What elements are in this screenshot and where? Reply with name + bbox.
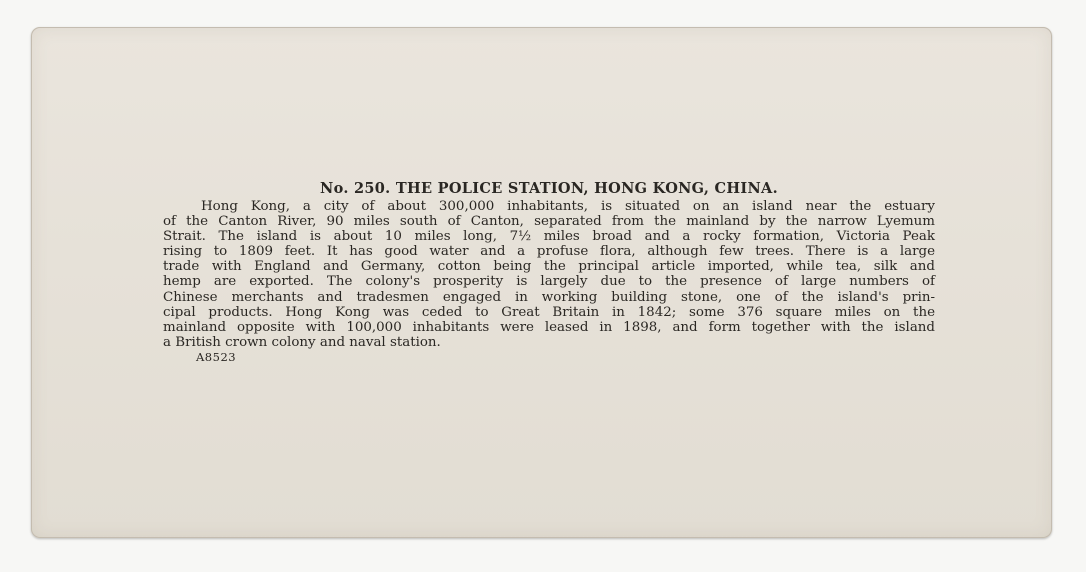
description-line-9: mainland opposite with 100,000 inhabitants were leased in 1898, and form together with the island [163, 319, 935, 335]
description-line-7: Chinese merchants and tradesmen engaged in working building stone, one of the island's prin- [163, 289, 935, 305]
description-line-2: of the Canton River, 90 miles south of Canton, separated from the mainland by the narrow Lyemum [163, 214, 935, 230]
stereoview-card-back [31, 27, 1052, 538]
description-line-10: a British crown colony and naval station. [163, 334, 441, 350]
description-line-8: cipal products. Hong Kong was ceded to Great Britain in 1842; some 376 square miles on the [163, 304, 935, 320]
card-title: No. 250. THE POLICE STATION, HONG KONG, CHINA. [320, 180, 778, 197]
description-line-5: trade with England and Germany, cotton being the principal article imported, while tea, silk and [163, 259, 935, 275]
catalog-code: A8523 [196, 349, 237, 364]
description-line-3: Strait. The island is about 10 miles long, 7½ miles broad and a rocky formation, Victoria Peak [163, 229, 935, 245]
description-line-4: rising to 1809 feet. It has good water and a profuse flora, although few trees. There is a large [163, 244, 935, 260]
description-block [163, 180, 935, 365]
description-line-6: hemp are exported. The colony's prosperity is largely due to the presence of large numbers of [163, 274, 935, 290]
description-line-1: Hong Kong, a city of about 300,000 inhabitants, is situated on an island near the estuary [201, 199, 935, 214]
